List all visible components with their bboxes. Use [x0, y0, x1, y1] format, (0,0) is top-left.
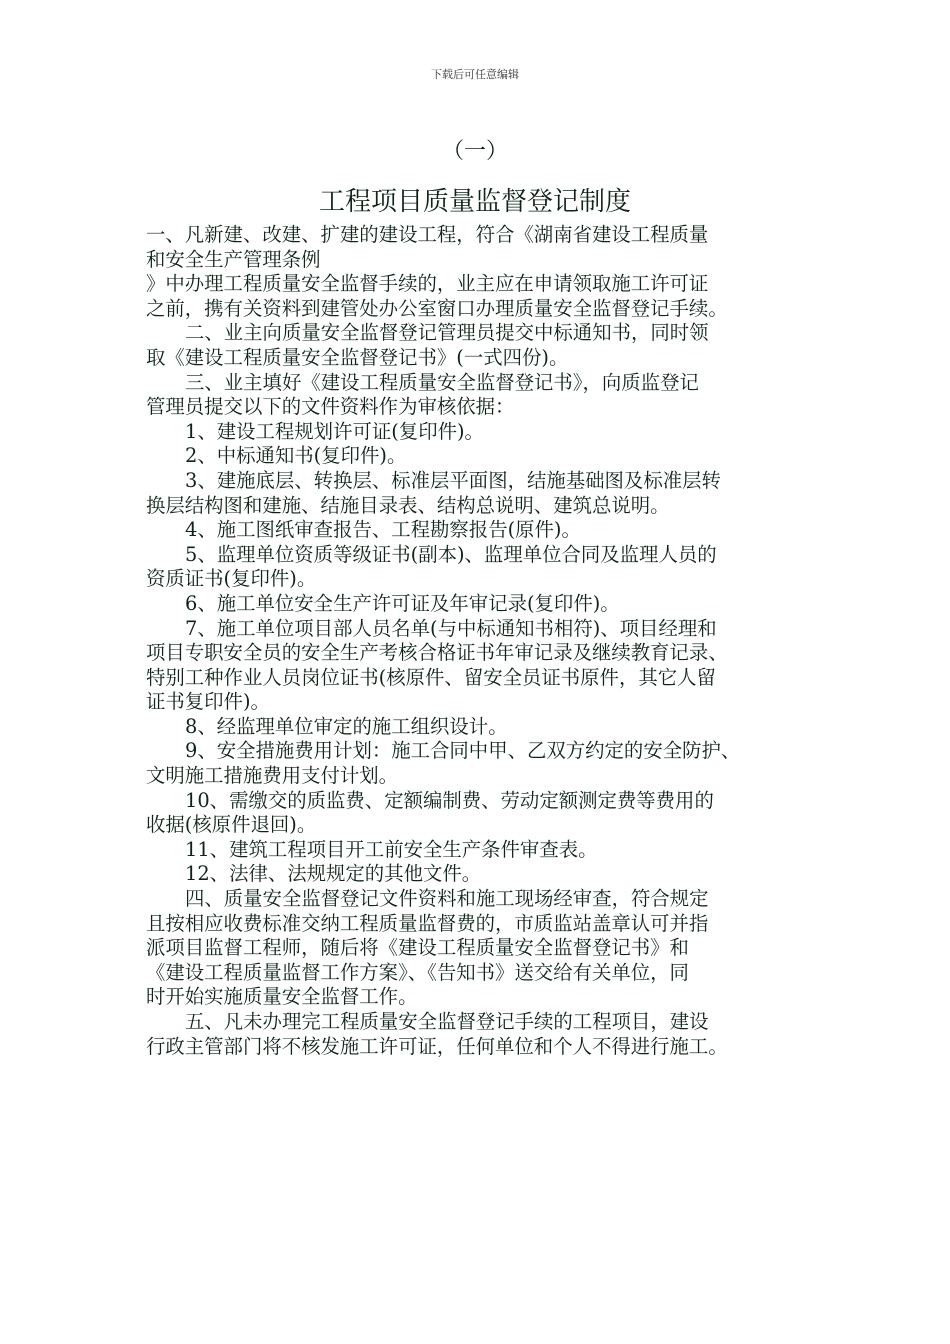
text-line: 5、监理单位资质等级证书(副本)、监理单位合同及监理人员的	[185, 542, 717, 566]
text-line: 特别工种作业人员岗位证书(核原件、留安全员证书原件，其它人留	[146, 665, 716, 689]
text-line: 三、业主填好《建设工程质量安全监督登记书》，向质监登记	[185, 370, 699, 394]
text-line: 二、业主向质量安全监督登记管理员提交中标通知书，同时领	[185, 321, 709, 345]
text-line: 《建设工程质量监督工作方案》、《告知书》送交给有关单位，同	[146, 960, 689, 984]
text-line: 6、施工单位安全生产许可证及年审记录(复印件)。	[185, 591, 620, 615]
text-line: 四、质量安全监督登记文件资料和施工现场经审查，符合规定	[185, 887, 709, 911]
text-line: 收据(核原件退回)。	[146, 813, 317, 837]
text-line: 五、凡未办理完工程质量安全监督登记手续的工程项目，建设	[185, 1010, 709, 1033]
text-line: 4、施工图纸审查报告、工程勘察报告(原件)。	[185, 518, 581, 542]
section-number: （一）	[441, 139, 508, 164]
text-line: 1、建设工程规划许可证(复印件)。	[185, 419, 484, 443]
text-line: 换层结构图和建施、结施目录表、结构总说明、建筑总说明。	[146, 493, 670, 517]
text-line: 》中办理工程质量安全监督手续的，业主应在申请领取施工许可证	[146, 272, 709, 296]
text-line: 10、需缴交的质监费、定额编制费、劳动定额测定费等费用的	[185, 788, 714, 812]
text-line: 8、经监理单位审定的施工组织设计。	[185, 714, 508, 738]
text-line: 2、中标通知书(复印件)。	[185, 444, 407, 468]
text-line: 文明施工措施费用支付计划。	[146, 764, 399, 788]
text-line: 取《建设工程质量安全监督登记书》(一式四份)。	[146, 345, 569, 369]
text-line: 3、建施底层、转换层、标准层平面图，结施基础图及标准层转	[185, 468, 721, 492]
text-line: 资质证书(复印件)。	[146, 567, 317, 591]
text-line: 行政主管部门将不核发施工许可证，任何单位和个人不得进行施工。	[146, 1034, 728, 1058]
text-line: 管理员提交以下的文件资料作为审核依据：	[146, 395, 515, 419]
text-line: 证书复印件)。	[146, 690, 270, 714]
text-line: 9、安全措施费用计划：施工合同中甲、乙双方约定的安全防护、	[185, 739, 741, 763]
document-body	[146, 223, 812, 1059]
header-note: 下载后可任意编辑	[431, 68, 519, 81]
text-line: 和安全生产管理条例	[146, 247, 321, 271]
document-title: 工程项目质量监督登记制度	[318, 187, 631, 217]
text-line: 时开始实施质量安全监督工作。	[146, 985, 418, 1009]
text-line: 一、凡新建、改建、扩建的建设工程，符合《湖南省建设工程质量	[146, 223, 709, 246]
text-line: 派项目监督工程师，随后将《建设工程质量安全监督登记书》和	[146, 936, 689, 960]
text-line: 11、建筑工程项目开工前安全生产条件审查表。	[185, 837, 598, 861]
text-line: 之前，携有关资料到建管处办公室窗口办理质量安全监督登记手续。	[146, 296, 728, 320]
text-line: 7、施工单位项目部人员名单(与中标通知书相符)、项目经理和	[185, 616, 717, 640]
text-line: 12、法律、法规规定的其他文件。	[185, 862, 482, 886]
text-line: 项目专职安全员的安全生产考核合格证书年审记录及继续教育记录、	[146, 641, 728, 665]
text-line: 且按相应收费标准交纳工程质量监督费的，市质监站盖章认可并指	[146, 911, 709, 935]
